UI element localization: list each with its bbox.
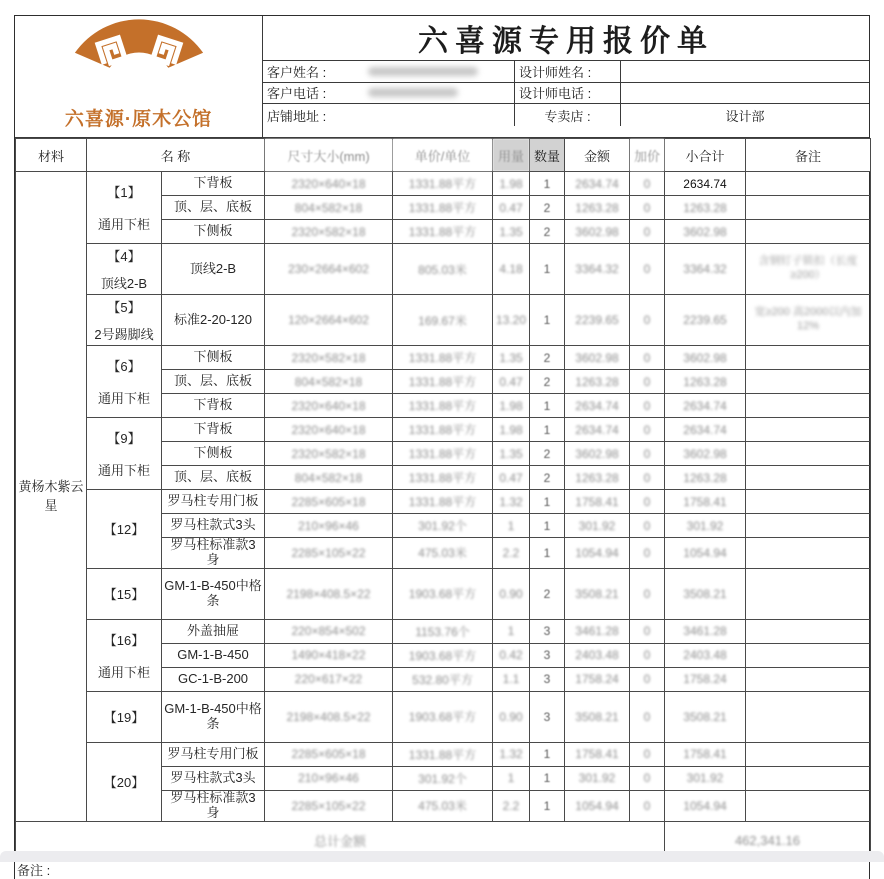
amount-cell: 301.92 bbox=[565, 766, 630, 790]
size-cell: 2285×605×18 bbox=[265, 490, 393, 514]
note-cell bbox=[746, 418, 871, 442]
note-cell bbox=[746, 568, 871, 619]
customer-phone-field bbox=[263, 83, 515, 105]
qty-cell: 3 bbox=[530, 643, 565, 667]
usage-cell: 1 bbox=[493, 514, 530, 538]
qty-cell: 1 bbox=[530, 766, 565, 790]
size-cell: 2320×582×18 bbox=[265, 346, 393, 370]
qty-cell: 2 bbox=[530, 466, 565, 490]
note-cell bbox=[746, 619, 871, 643]
size-cell: 2285×605×18 bbox=[265, 742, 393, 766]
item-name-cell: GM-1-B-450中格条 bbox=[162, 568, 265, 619]
item-name-cell: 下侧板 bbox=[162, 346, 265, 370]
qty-cell: 1 bbox=[530, 244, 565, 295]
note-cell bbox=[746, 466, 871, 490]
qty-cell: 3 bbox=[530, 619, 565, 643]
group-label-cell bbox=[87, 742, 162, 821]
brand-logo bbox=[15, 16, 263, 137]
qty-cell: 3 bbox=[530, 667, 565, 691]
quote-table-header bbox=[16, 139, 871, 172]
markup-cell: 0 bbox=[630, 346, 665, 370]
subtotal-cell: 1758.41 bbox=[665, 490, 746, 514]
price-cell: 1903.68平方 bbox=[393, 568, 493, 619]
total-label: 总计金额 bbox=[313, 833, 366, 849]
table-row bbox=[16, 490, 871, 514]
amount-cell: 2634.74 bbox=[565, 394, 630, 418]
store-address-field bbox=[263, 104, 515, 126]
amount-cell: 3602.98 bbox=[565, 220, 630, 244]
price-cell: 1331.88平方 bbox=[393, 196, 493, 220]
price-cell: 1331.88平方 bbox=[393, 172, 493, 196]
customer-phone-label: 客户电话 : bbox=[267, 86, 327, 102]
subtotal-cell: 2634.74 bbox=[665, 172, 746, 196]
price-cell: 1331.88平方 bbox=[393, 370, 493, 394]
customer-name-field bbox=[263, 61, 515, 83]
group-label-cell bbox=[87, 244, 162, 295]
item-name-cell: 罗马柱款式3头 bbox=[162, 766, 265, 790]
markup-cell: 0 bbox=[630, 619, 665, 643]
price-cell: 1331.88平方 bbox=[393, 742, 493, 766]
note-cell bbox=[746, 643, 871, 667]
footer-remark-label: 备注 : bbox=[17, 862, 51, 878]
qty-cell: 1 bbox=[530, 790, 565, 821]
group-label-cell bbox=[87, 619, 162, 691]
group-sublabel: 通用下柜 bbox=[97, 217, 150, 232]
group-label-cell bbox=[87, 346, 162, 418]
material-cell: 黄杨木紫云星 bbox=[16, 172, 87, 822]
customer-name-redacted-value bbox=[368, 67, 478, 76]
note-cell bbox=[746, 514, 871, 538]
price-cell: 1331.88平方 bbox=[393, 466, 493, 490]
note-cell bbox=[746, 220, 871, 244]
group-sublabel: 通用下柜 bbox=[97, 463, 150, 478]
quotation-sheet bbox=[14, 15, 870, 879]
amount-cell: 1054.94 bbox=[565, 538, 630, 569]
table-row bbox=[16, 418, 871, 442]
note-cell bbox=[746, 691, 871, 742]
usage-cell: 0.47 bbox=[493, 466, 530, 490]
size-cell: 2198×408.5×22 bbox=[265, 691, 393, 742]
item-name-cell: 下侧板 bbox=[162, 220, 265, 244]
usage-cell: 1.35 bbox=[493, 220, 530, 244]
table-row bbox=[16, 568, 871, 619]
amount-cell: 1758.24 bbox=[565, 667, 630, 691]
col-header-material: 材料 bbox=[16, 139, 87, 172]
qty-cell: 2 bbox=[530, 346, 565, 370]
usage-cell: 13.20 bbox=[493, 295, 530, 346]
price-cell: 805.03米 bbox=[393, 244, 493, 295]
table-row bbox=[16, 691, 871, 742]
price-cell: 1331.88平方 bbox=[393, 418, 493, 442]
size-cell: 804×582×18 bbox=[265, 196, 393, 220]
usage-cell: 2.2 bbox=[493, 538, 530, 569]
group-label-cell bbox=[87, 172, 162, 244]
markup-cell: 0 bbox=[630, 220, 665, 244]
item-name-cell: 下背板 bbox=[162, 418, 265, 442]
markup-cell: 0 bbox=[630, 244, 665, 295]
amount-cell: 1758.41 bbox=[565, 490, 630, 514]
group-label-cell bbox=[87, 568, 162, 619]
markup-cell: 0 bbox=[630, 295, 665, 346]
markup-cell: 0 bbox=[630, 442, 665, 466]
price-cell: 475.03米 bbox=[393, 790, 493, 821]
markup-cell: 0 bbox=[630, 370, 665, 394]
amount-cell: 3602.98 bbox=[565, 346, 630, 370]
price-cell: 169.67米 bbox=[393, 295, 493, 346]
qty-cell: 1 bbox=[530, 295, 565, 346]
group-label-cell bbox=[87, 490, 162, 569]
usage-cell: 1.32 bbox=[493, 490, 530, 514]
markup-cell: 0 bbox=[630, 172, 665, 196]
subtotal-cell: 1054.94 bbox=[665, 790, 746, 821]
usage-cell: 1.98 bbox=[493, 418, 530, 442]
qty-cell: 1 bbox=[530, 490, 565, 514]
qty-cell: 1 bbox=[530, 172, 565, 196]
note-cell bbox=[746, 766, 871, 790]
amount-cell: 2634.74 bbox=[565, 172, 630, 196]
usage-cell: 1.35 bbox=[493, 442, 530, 466]
col-header-size: 尺寸大小(mm) bbox=[265, 139, 393, 172]
subtotal-cell: 2403.48 bbox=[665, 643, 746, 667]
sheet-header bbox=[15, 16, 869, 138]
qty-cell: 1 bbox=[530, 538, 565, 569]
note-cell bbox=[746, 346, 871, 370]
size-cell: 1490×418×22 bbox=[265, 643, 393, 667]
usage-cell: 0.47 bbox=[493, 196, 530, 220]
price-cell: 1331.88平方 bbox=[393, 394, 493, 418]
item-name-cell: 下背板 bbox=[162, 172, 265, 196]
amount-cell: 2403.48 bbox=[565, 643, 630, 667]
subtotal-cell: 1263.28 bbox=[665, 370, 746, 394]
subtotal-cell: 3602.98 bbox=[665, 220, 746, 244]
qty-cell: 1 bbox=[530, 394, 565, 418]
item-name-cell: GM-1-B-450 bbox=[162, 643, 265, 667]
col-header-amount: 金额 bbox=[565, 139, 630, 172]
table-row bbox=[16, 346, 871, 370]
amount-cell: 3602.98 bbox=[565, 442, 630, 466]
size-cell: 2285×105×22 bbox=[265, 790, 393, 821]
size-cell: 220×854×502 bbox=[265, 619, 393, 643]
subtotal-cell: 1054.94 bbox=[665, 538, 746, 569]
subtotal-cell: 2634.74 bbox=[665, 394, 746, 418]
usage-cell: 1.98 bbox=[493, 394, 530, 418]
group-number: 【19】 bbox=[103, 710, 145, 726]
quote-table-body bbox=[16, 172, 871, 822]
amount-cell: 3461.28 bbox=[565, 619, 630, 643]
item-name-cell: 标准2-20-120 bbox=[162, 295, 265, 346]
markup-cell: 0 bbox=[630, 766, 665, 790]
usage-cell: 0.90 bbox=[493, 691, 530, 742]
col-header-name: 名 称 bbox=[87, 139, 265, 172]
usage-cell: 1.1 bbox=[493, 667, 530, 691]
price-cell: 1331.88平方 bbox=[393, 220, 493, 244]
item-name-cell: 顶、层、底板 bbox=[162, 466, 265, 490]
markup-cell: 0 bbox=[630, 196, 665, 220]
item-name-cell: 顶、层、底板 bbox=[162, 370, 265, 394]
group-number: 【4】 bbox=[107, 249, 141, 264]
amount-cell: 1263.28 bbox=[565, 370, 630, 394]
qty-cell: 1 bbox=[530, 742, 565, 766]
group-number: 【1】 bbox=[107, 185, 141, 200]
group-number: 【16】 bbox=[103, 632, 145, 648]
subtotal-cell: 1758.24 bbox=[665, 667, 746, 691]
item-name-cell: 顶线2-B bbox=[162, 244, 265, 295]
group-sublabel: 通用下柜 bbox=[97, 664, 150, 680]
subtotal-cell: 1263.28 bbox=[665, 466, 746, 490]
note-cell bbox=[746, 742, 871, 766]
price-cell: 532.80平方 bbox=[393, 667, 493, 691]
note-cell: 宽≥200 高2000以内加12% bbox=[746, 295, 871, 346]
price-cell: 475.03米 bbox=[393, 538, 493, 569]
price-cell: 1331.88平方 bbox=[393, 442, 493, 466]
department-value: 设计部 bbox=[725, 108, 765, 124]
group-sublabel: 通用下柜 bbox=[97, 391, 150, 406]
group-sublabel: 2号踢脚线 bbox=[94, 327, 154, 342]
qty-cell: 2 bbox=[530, 196, 565, 220]
note-cell bbox=[746, 442, 871, 466]
group-number: 【20】 bbox=[103, 775, 145, 791]
price-cell: 301.92个 bbox=[393, 514, 493, 538]
price-cell: 301.92个 bbox=[393, 766, 493, 790]
info-grid bbox=[263, 61, 869, 126]
usage-cell: 0.42 bbox=[493, 643, 530, 667]
size-cell: 2320×640×18 bbox=[265, 418, 393, 442]
amount-cell: 1054.94 bbox=[565, 790, 630, 821]
subtotal-cell: 3602.98 bbox=[665, 442, 746, 466]
usage-cell: 2.2 bbox=[493, 790, 530, 821]
size-cell: 120×2664×602 bbox=[265, 295, 393, 346]
price-cell: 1331.88平方 bbox=[393, 490, 493, 514]
amount-cell: 1263.28 bbox=[565, 466, 630, 490]
qty-cell: 1 bbox=[530, 418, 565, 442]
usage-cell: 0.47 bbox=[493, 370, 530, 394]
markup-cell: 0 bbox=[630, 568, 665, 619]
subtotal-cell: 3602.98 bbox=[665, 346, 746, 370]
col-header-usage: 用量 bbox=[493, 139, 530, 172]
note-cell bbox=[746, 667, 871, 691]
page-bottom-strip bbox=[0, 851, 884, 862]
markup-cell: 0 bbox=[630, 790, 665, 821]
markup-cell: 0 bbox=[630, 667, 665, 691]
note-cell bbox=[746, 538, 871, 569]
note-cell bbox=[746, 196, 871, 220]
group-label-cell bbox=[87, 295, 162, 346]
usage-cell: 4.18 bbox=[493, 244, 530, 295]
group-label-cell bbox=[87, 418, 162, 490]
group-number: 【9】 bbox=[107, 431, 141, 446]
note-cell bbox=[746, 790, 871, 821]
group-number: 【6】 bbox=[107, 359, 141, 374]
amount-cell: 301.92 bbox=[565, 514, 630, 538]
size-cell: 2285×105×22 bbox=[265, 538, 393, 569]
amount-cell: 2634.74 bbox=[565, 418, 630, 442]
col-header-markup: 加价 bbox=[630, 139, 665, 172]
subtotal-cell: 1263.28 bbox=[665, 196, 746, 220]
amount-cell: 3508.21 bbox=[565, 568, 630, 619]
item-name-cell: 下侧板 bbox=[162, 442, 265, 466]
amount-cell: 1758.41 bbox=[565, 742, 630, 766]
size-cell: 230×2664×602 bbox=[265, 244, 393, 295]
table-row bbox=[16, 619, 871, 643]
markup-cell: 0 bbox=[630, 394, 665, 418]
item-name-cell: 罗马柱标准款3身 bbox=[162, 790, 265, 821]
note-cell bbox=[746, 490, 871, 514]
subtotal-cell: 2634.74 bbox=[665, 418, 746, 442]
item-name-cell: 罗马柱专用门板 bbox=[162, 742, 265, 766]
total-value: 462,341.16 bbox=[734, 832, 801, 848]
page-title: 六喜源专用报价单 bbox=[263, 16, 869, 61]
subtotal-cell: 2239.65 bbox=[665, 295, 746, 346]
sheet-header-right bbox=[263, 16, 869, 137]
usage-cell: 1 bbox=[493, 619, 530, 643]
designer-phone-value bbox=[621, 83, 869, 105]
customer-phone-redacted-value bbox=[368, 88, 458, 97]
item-name-cell: GM-1-B-450中格条 bbox=[162, 691, 265, 742]
qty-cell: 2 bbox=[530, 370, 565, 394]
item-name-cell: 顶、层、底板 bbox=[162, 196, 265, 220]
item-name-cell: GC-1-B-200 bbox=[162, 667, 265, 691]
item-name-cell: 罗马柱专用门板 bbox=[162, 490, 265, 514]
subtotal-cell: 301.92 bbox=[665, 766, 746, 790]
group-number: 【5】 bbox=[107, 300, 141, 315]
qty-cell: 2 bbox=[530, 220, 565, 244]
qty-cell: 2 bbox=[530, 568, 565, 619]
markup-cell: 0 bbox=[630, 643, 665, 667]
usage-cell: 1.35 bbox=[493, 346, 530, 370]
table-row bbox=[16, 295, 871, 346]
col-header-subtotal: 小合计 bbox=[665, 139, 746, 172]
markup-cell: 0 bbox=[630, 742, 665, 766]
size-cell: 210×96×46 bbox=[265, 766, 393, 790]
subtotal-cell: 1758.41 bbox=[665, 742, 746, 766]
col-header-unit-price: 单价/单位 bbox=[393, 139, 493, 172]
group-number: 【15】 bbox=[103, 587, 145, 603]
qty-cell: 2 bbox=[530, 442, 565, 466]
amount-cell: 3364.32 bbox=[565, 244, 630, 295]
size-cell: 804×582×18 bbox=[265, 466, 393, 490]
qty-cell: 1 bbox=[530, 514, 565, 538]
price-cell: 1903.68平方 bbox=[393, 691, 493, 742]
markup-cell: 0 bbox=[630, 466, 665, 490]
store-label: 专卖店 : bbox=[515, 104, 621, 126]
markup-cell: 0 bbox=[630, 691, 665, 742]
amount-cell: 3508.21 bbox=[565, 691, 630, 742]
note-cell: 含钢钉子锁扣（长度≥200） bbox=[746, 244, 871, 295]
brand-wordmark: 六喜源·原木公馆 bbox=[64, 109, 213, 130]
subtotal-cell: 3461.28 bbox=[665, 619, 746, 643]
subtotal-cell: 3508.21 bbox=[665, 568, 746, 619]
size-cell: 2320×582×18 bbox=[265, 220, 393, 244]
subtotal-cell: 3364.32 bbox=[665, 244, 746, 295]
note-cell bbox=[746, 172, 871, 196]
usage-cell: 0.90 bbox=[493, 568, 530, 619]
usage-cell: 1.32 bbox=[493, 742, 530, 766]
store-address-label: 店铺地址 : bbox=[267, 108, 327, 124]
amount-cell: 2239.65 bbox=[565, 295, 630, 346]
group-number: 【12】 bbox=[103, 522, 145, 538]
markup-cell: 0 bbox=[630, 418, 665, 442]
size-cell: 220×617×22 bbox=[265, 667, 393, 691]
size-cell: 2320×640×18 bbox=[265, 394, 393, 418]
item-name-cell: 罗马柱款式3头 bbox=[162, 514, 265, 538]
table-row bbox=[16, 172, 871, 196]
size-cell: 2198×408.5×22 bbox=[265, 568, 393, 619]
size-cell: 804×582×18 bbox=[265, 370, 393, 394]
markup-cell: 0 bbox=[630, 514, 665, 538]
group-label-cell bbox=[87, 691, 162, 742]
note-cell bbox=[746, 394, 871, 418]
item-name-cell: 外盖抽屉 bbox=[162, 619, 265, 643]
subtotal-cell: 3508.21 bbox=[665, 691, 746, 742]
usage-cell: 1.98 bbox=[493, 172, 530, 196]
col-header-qty: 数量 bbox=[530, 139, 565, 172]
item-name-cell: 罗马柱标准款3身 bbox=[162, 538, 265, 569]
table-row bbox=[16, 742, 871, 766]
size-cell: 2320×582×18 bbox=[265, 442, 393, 466]
designer-name-label: 设计师姓名 : bbox=[515, 61, 621, 83]
item-name-cell: 下背板 bbox=[162, 394, 265, 418]
size-cell: 210×96×46 bbox=[265, 514, 393, 538]
markup-cell: 0 bbox=[630, 538, 665, 569]
price-cell: 1153.76个 bbox=[393, 619, 493, 643]
qty-cell: 3 bbox=[530, 691, 565, 742]
designer-name-value bbox=[621, 61, 869, 83]
footer-remark bbox=[15, 860, 869, 879]
size-cell: 2320×640×18 bbox=[265, 172, 393, 196]
table-row bbox=[16, 244, 871, 295]
group-sublabel: 顶线2-B bbox=[100, 276, 148, 291]
subtotal-cell: 301.92 bbox=[665, 514, 746, 538]
note-cell bbox=[746, 370, 871, 394]
amount-cell: 1263.28 bbox=[565, 196, 630, 220]
price-cell: 1331.88平方 bbox=[393, 346, 493, 370]
price-cell: 1903.68平方 bbox=[393, 643, 493, 667]
fan-emblem-icon bbox=[64, 20, 214, 102]
col-header-note: 备注 bbox=[746, 139, 871, 172]
customer-name-label: 客户姓名 : bbox=[267, 64, 327, 80]
designer-phone-label: 设计师电话 : bbox=[515, 83, 621, 105]
markup-cell: 0 bbox=[630, 490, 665, 514]
quote-table bbox=[15, 138, 871, 860]
usage-cell: 1 bbox=[493, 766, 530, 790]
